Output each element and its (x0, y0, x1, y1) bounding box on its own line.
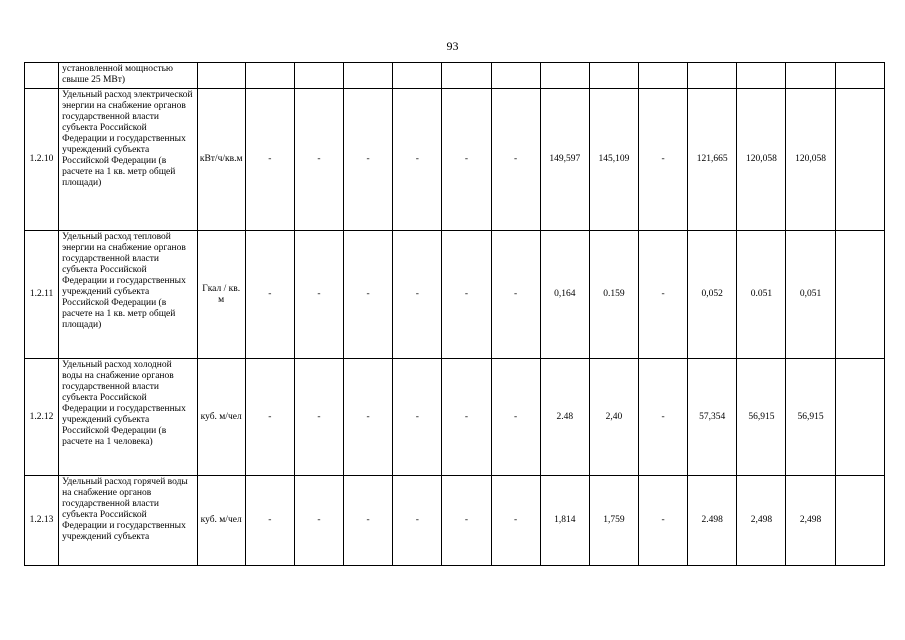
value-cell: - (491, 476, 540, 566)
value-cell: 57,354 (688, 359, 737, 476)
value-cell (835, 359, 884, 476)
value-cell (638, 63, 687, 89)
row-unit: кВт/ч/кв.м (197, 89, 245, 231)
value-cell: 2,498 (737, 476, 786, 566)
value-cell: 2,498 (786, 476, 835, 566)
value-cell: - (245, 231, 294, 359)
value-cell: - (442, 89, 491, 231)
row-code: 1.2.11 (25, 231, 59, 359)
value-cell: - (344, 231, 393, 359)
value-cell: 121,665 (688, 89, 737, 231)
row-name: Удельный расход холодной воды на снабжение органов государственной власти субъекта Российской Федерации и государственных учреждений субъекта Российской Федерации (в расчете на 1 человека) (59, 359, 197, 476)
value-cell: - (393, 476, 442, 566)
value-cell (245, 63, 294, 89)
value-cell (294, 63, 343, 89)
row-code: 1.2.13 (25, 476, 59, 566)
value-cell (835, 89, 884, 231)
row-name: Удельный расход электрической энергии на снабжение органов государственной власти субъекта Российской Федерации и государственных учреждений субъекта Российской Федерации (в расчете на 1 кв. метр общей площади) (59, 89, 197, 231)
value-cell: 1,814 (540, 476, 589, 566)
value-cell: - (491, 231, 540, 359)
table-row (25, 63, 885, 89)
value-cell (786, 63, 835, 89)
value-cell: - (638, 359, 687, 476)
value-cell: - (491, 359, 540, 476)
value-cell (835, 476, 884, 566)
value-cell: 2,40 (589, 359, 638, 476)
value-cell: - (638, 476, 687, 566)
row-unit (197, 63, 245, 89)
table-row (25, 359, 885, 476)
value-cell (737, 63, 786, 89)
value-cell (688, 63, 737, 89)
value-cell: 120,058 (737, 89, 786, 231)
row-name: Удельный расход тепловой энергии на снабжение органов государственной власти субъекта Российской Федерации и государственных учреждений субъекта Российской Федерации (в расчете на 1 кв. метр общей площади) (59, 231, 197, 359)
table-row (25, 89, 885, 231)
value-cell: 56,915 (737, 359, 786, 476)
value-cell: - (393, 231, 442, 359)
value-cell: 0.159 (589, 231, 638, 359)
value-cell (344, 63, 393, 89)
table-row (25, 231, 885, 359)
value-cell: - (344, 359, 393, 476)
row-name: Удельный расход горячей воды на снабжение органов государственной власти субъекта Российской Федерации и государственных учреждений субъекта (59, 476, 197, 566)
value-cell: 56,915 (786, 359, 835, 476)
value-cell: 0,051 (786, 231, 835, 359)
value-cell (491, 63, 540, 89)
table-row (25, 476, 885, 566)
value-cell: - (638, 89, 687, 231)
value-cell: - (245, 89, 294, 231)
page-number: 93 (446, 39, 459, 53)
data-table (24, 62, 885, 566)
value-cell (393, 63, 442, 89)
value-cell: - (294, 476, 343, 566)
value-cell: - (294, 359, 343, 476)
value-cell (835, 231, 884, 359)
value-cell: 2.48 (540, 359, 589, 476)
value-cell: - (442, 476, 491, 566)
row-code: 1.2.12 (25, 359, 59, 476)
value-cell (589, 63, 638, 89)
value-cell (835, 63, 884, 89)
row-unit: Гкал / кв. м (197, 231, 245, 359)
value-cell: - (245, 359, 294, 476)
value-cell: - (491, 89, 540, 231)
value-cell: 145,109 (589, 89, 638, 231)
row-code (25, 63, 59, 89)
value-cell: - (344, 89, 393, 231)
value-cell: 0,052 (688, 231, 737, 359)
value-cell: - (245, 476, 294, 566)
value-cell: 149,597 (540, 89, 589, 231)
row-name: установленной мощностью свыше 25 МВт) (59, 63, 197, 89)
row-unit: куб. м/чел (197, 476, 245, 566)
row-unit: куб. м/чел (197, 359, 245, 476)
value-cell: 2.498 (688, 476, 737, 566)
row-code: 1.2.10 (25, 89, 59, 231)
value-cell: 0,164 (540, 231, 589, 359)
value-cell: - (442, 359, 491, 476)
value-cell (540, 63, 589, 89)
value-cell (442, 63, 491, 89)
value-cell: - (294, 89, 343, 231)
value-cell: 120,058 (786, 89, 835, 231)
value-cell: - (638, 231, 687, 359)
value-cell: - (344, 476, 393, 566)
value-cell: - (294, 231, 343, 359)
value-cell: - (442, 231, 491, 359)
value-cell: - (393, 89, 442, 231)
value-cell: 0.051 (737, 231, 786, 359)
value-cell: - (393, 359, 442, 476)
value-cell: 1,759 (589, 476, 638, 566)
